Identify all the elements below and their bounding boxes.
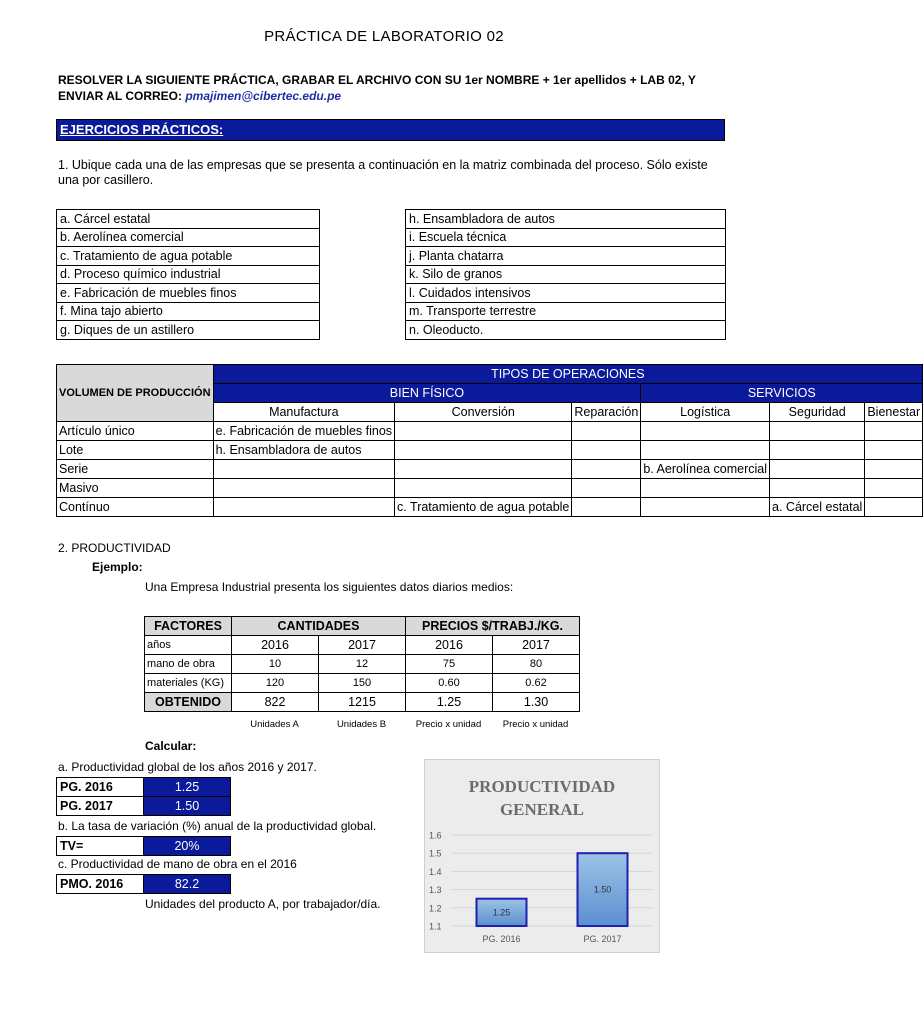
services-header: SERVICIOS	[641, 384, 923, 403]
matrix-cell[interactable]: c. Tratamiento de agua potable	[395, 498, 572, 517]
factors-cell: 2017	[319, 636, 406, 655]
company-left-item: g. Diques de un astillero	[57, 321, 320, 340]
companies-list-left	[56, 209, 320, 340]
factors-row	[145, 674, 580, 693]
factors-row-label: mano de obra	[145, 655, 232, 674]
matrix-cell[interactable]	[770, 479, 865, 498]
question-1-text: 1. Ubique cada una de las empresas que se presenta a continuación en la matriz combinada del proceso. Sólo existe una por casillero.	[58, 158, 708, 187]
matrix-cell[interactable]	[572, 441, 641, 460]
matrix-row-label: Serie	[57, 460, 214, 479]
company-right-item: l. Cuidados intensivos	[406, 284, 726, 303]
pg-2017-value: 1.50	[144, 797, 231, 816]
companies-list-right	[405, 209, 726, 340]
matrix-row-label: Masivo	[57, 479, 214, 498]
pg-2016-label: PG. 2016	[57, 778, 144, 797]
calc-a-text: a. Productividad global de los años 2016 y 2017.	[58, 760, 317, 774]
matrix-cell[interactable]	[641, 422, 770, 441]
tv-result	[56, 836, 231, 856]
matrix-cell[interactable]	[572, 460, 641, 479]
matrix-cell[interactable]	[770, 422, 865, 441]
company-left-item: b. Aerolínea comercial	[57, 228, 320, 247]
process-matrix	[56, 364, 923, 517]
matrix-cell[interactable]	[395, 441, 572, 460]
pg-2016-value: 1.25	[144, 778, 231, 797]
matrix-cell[interactable]	[572, 479, 641, 498]
matrix-cell[interactable]: h. Ensambladora de autos	[213, 441, 394, 460]
note-price-1: Precio x unidad	[415, 719, 482, 730]
factors-row	[145, 655, 580, 674]
note-units-a: Unidades A	[250, 719, 299, 730]
note-units-b: Unidades B	[336, 719, 387, 730]
obtained-row	[145, 693, 580, 712]
email-link[interactable]: pmajimen@cibertec.edu.pe	[185, 89, 342, 103]
factors-cell: 10	[232, 655, 319, 674]
matrix-column-header: Logística	[641, 403, 770, 422]
factors-cell: 75	[406, 655, 493, 674]
matrix-cell[interactable]	[572, 422, 641, 441]
company-left-item: f. Mina tajo abierto	[57, 302, 320, 321]
matrix-column-header: Manufactura	[213, 403, 394, 422]
matrix-cell[interactable]	[865, 498, 923, 517]
factors-table	[144, 616, 580, 712]
example-intro: Una Empresa Industrial presenta los siguientes datos diarios medios:	[145, 580, 514, 594]
example-label: Ejemplo:	[92, 560, 143, 574]
matrix-cell[interactable]	[865, 422, 923, 441]
matrix-cell[interactable]	[641, 441, 770, 460]
matrix-row	[57, 498, 923, 517]
factors-cell: 2016	[406, 636, 493, 655]
matrix-row	[57, 441, 923, 460]
company-right-item: h. Ensambladora de autos	[406, 210, 726, 229]
productivity-chart	[424, 759, 660, 953]
obtained-cell: 1.25	[406, 693, 493, 712]
factores-header: FACTORES	[145, 617, 232, 636]
matrix-cell[interactable]	[865, 479, 923, 498]
company-right-item: n. Oleoducto.	[406, 321, 726, 340]
factors-cell: 80	[493, 655, 580, 674]
matrix-column-header: Bienestar	[865, 403, 923, 422]
matrix-cell[interactable]	[572, 498, 641, 517]
volume-header: VOLUMEN DE PRODUCCIÓN	[57, 365, 214, 422]
matrix-row-label: Artículo único	[57, 422, 214, 441]
chart-data-label: 1.25	[492, 907, 511, 918]
matrix-cell[interactable]: e. Fabricación de muebles finos	[213, 422, 394, 441]
matrix-cell[interactable]	[641, 479, 770, 498]
calc-c-note: Unidades del producto A, por trabajador/día.	[145, 897, 381, 911]
tv-label: TV=	[57, 837, 144, 856]
chart-y-tick-label: 1.4	[429, 866, 442, 877]
chart-category-label: PG. 2016	[482, 934, 521, 944]
company-left-item: d. Proceso químico industrial	[57, 265, 320, 284]
matrix-cell[interactable]	[865, 441, 923, 460]
cantidades-header: CANTIDADES	[232, 617, 406, 636]
obtained-cell: 1215	[319, 693, 406, 712]
matrix-cell[interactable]	[865, 460, 923, 479]
factors-row	[145, 636, 580, 655]
matrix-column-header: Seguridad	[770, 403, 865, 422]
company-right-item: m. Transporte terrestre	[406, 302, 726, 321]
factors-cell: 0.60	[406, 674, 493, 693]
obtained-cell: 1.30	[493, 693, 580, 712]
matrix-cell[interactable]	[641, 498, 770, 517]
instructions	[58, 72, 738, 104]
chart-y-tick-label: 1.6	[429, 830, 442, 841]
calc-label: Calcular:	[145, 739, 197, 753]
chart-title-line-1: PRODUCTIVIDAD	[468, 777, 616, 796]
company-right-item: j. Planta chatarra	[406, 247, 726, 266]
pmo-label: PMO. 2016	[57, 875, 144, 894]
factors-cell: 2017	[493, 636, 580, 655]
matrix-cell[interactable]	[213, 498, 394, 517]
obtained-label: OBTENIDO	[145, 693, 232, 712]
section-header-label: EJERCICIOS PRÁCTICOS:	[60, 122, 224, 137]
document-title: PRÁCTICA DE LABORATORIO 02	[264, 28, 504, 45]
chart-y-tick-label: 1.1	[429, 921, 442, 932]
factors-cell: 120	[232, 674, 319, 693]
company-right-item: i. Escuela técnica	[406, 228, 726, 247]
instructions-text: RESOLVER LA SIGUIENTE PRÁCTICA, GRABAR EL ARCHIVO CON SU 1er NOMBRE + 1er apellidos + LAB 02, Y ENVIAR AL CORREO:	[58, 73, 696, 103]
company-left-item: a. Cárcel estatal	[57, 210, 320, 229]
chart-y-tick-label: 1.2	[429, 903, 442, 914]
matrix-cell[interactable]	[770, 460, 865, 479]
matrix-cell[interactable]	[213, 460, 394, 479]
factors-cell: 150	[319, 674, 406, 693]
pmo-value: 82.2	[144, 875, 231, 894]
matrix-row-label: Lote	[57, 441, 214, 460]
pmo-result	[56, 874, 231, 894]
factors-row-label: materiales (KG)	[145, 674, 232, 693]
matrix-cell[interactable]: b. Aerolínea comercial	[641, 460, 770, 479]
matrix-row	[57, 479, 923, 498]
factors-cell: 12	[319, 655, 406, 674]
matrix-row	[57, 460, 923, 479]
tv-value: 20%	[144, 837, 231, 856]
chart-y-tick-label: 1.5	[429, 848, 442, 859]
matrix-column-header: Reparación	[572, 403, 641, 422]
calc-b-text: b. La tasa de variación (%) anual de la productividad global.	[58, 819, 377, 833]
note-price-2: Precio x unidad	[502, 719, 569, 730]
matrix-cell[interactable]: a. Cárcel estatal	[770, 498, 865, 517]
matrix-cell[interactable]	[213, 479, 394, 498]
factors-cell: 0.62	[493, 674, 580, 693]
goods-header: BIEN FÍSICO	[213, 384, 641, 403]
section-2-heading: 2. PRODUCTIVIDAD	[58, 541, 171, 555]
matrix-cell[interactable]	[395, 460, 572, 479]
pg-results	[56, 777, 231, 816]
section-header	[56, 119, 725, 141]
matrix-row	[57, 422, 923, 441]
precios-header: PRECIOS $/TRABJ./KG.	[406, 617, 580, 636]
company-left-item: e. Fabricación de muebles finos	[57, 284, 320, 303]
chart-data-label: 1.50	[593, 884, 612, 895]
chart-category-label: PG. 2017	[583, 934, 622, 944]
matrix-column-header: Conversión	[395, 403, 572, 422]
chart-y-tick-label: 1.3	[429, 885, 442, 896]
factors-row-label: años	[145, 636, 232, 655]
matrix-cell[interactable]	[395, 479, 572, 498]
chart-title-line-2: GENERAL	[499, 800, 585, 819]
company-right-item: k. Silo de granos	[406, 265, 726, 284]
matrix-row-label: Contínuo	[57, 498, 214, 517]
matrix-cell[interactable]	[395, 422, 572, 441]
company-left-item: c. Tratamiento de agua potable	[57, 247, 320, 266]
matrix-cell[interactable]	[770, 441, 865, 460]
calc-c-text: c. Productividad de mano de obra en el 2016	[58, 857, 297, 871]
obtained-cell: 822	[232, 693, 319, 712]
factors-cell: 2016	[232, 636, 319, 655]
pg-2017-label: PG. 2017	[57, 797, 144, 816]
types-header: TIPOS DE OPERACIONES	[213, 365, 923, 384]
chart-svg	[425, 760, 659, 952]
